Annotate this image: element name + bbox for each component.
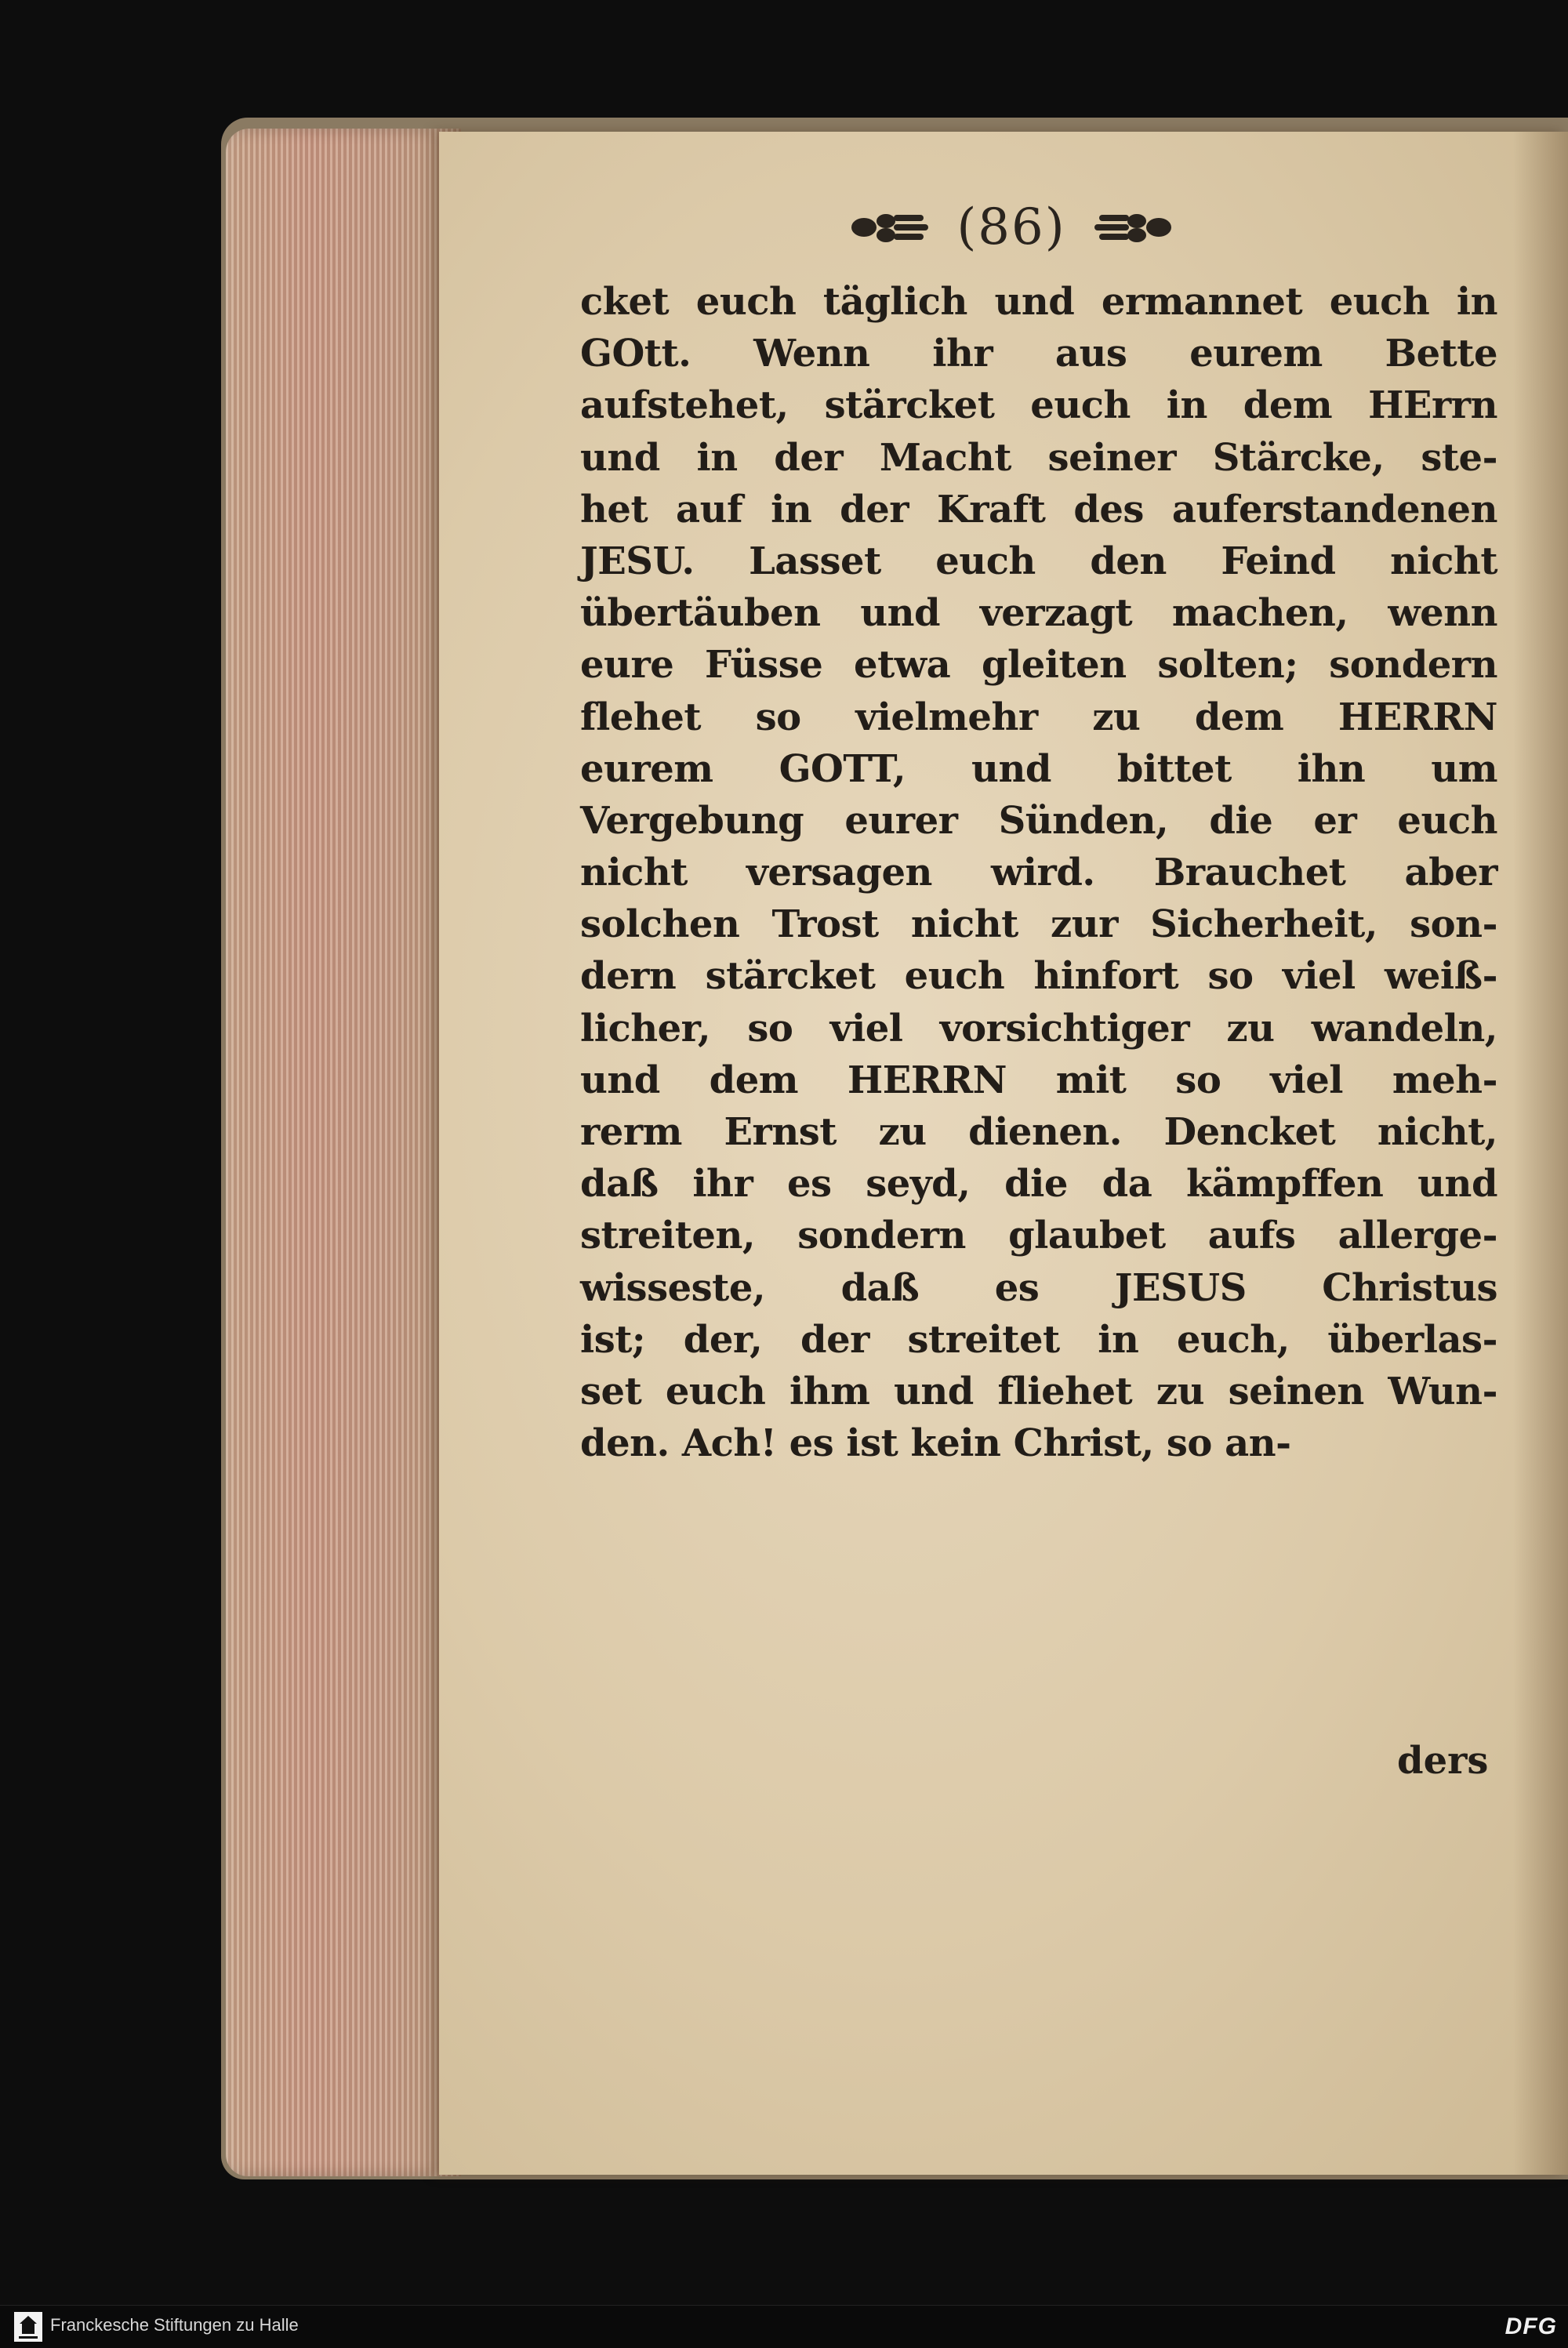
text-line: GOtt. Wenn ihr aus eurem Bette [580,332,1497,376]
text-line: Vergebung eurer Sünden, die er euch [580,798,1497,843]
page-header [792,192,1231,263]
text-line: set euch ihm und fliehet zu seinen Wun- [580,1369,1497,1414]
text-line: aufstehet, stärcket euch in dem HErrn [580,383,1497,428]
text-line: übertäuben und verzagt machen, wenn [580,591,1497,636]
text-line: streiten, sondern glaubet aufs allerge- [580,1214,1497,1258]
text-line: licher, so viel vorsichtiger zu wandeln, [580,1006,1497,1051]
page-number: (86) [956,198,1066,256]
text-line: eurem GOTT, und bittet ihn um [580,746,1497,791]
text-line: JESU. Lasset euch den Feind nicht [580,539,1497,583]
text-line: eure Füsse etwa gleiten solten; sondern [580,643,1497,688]
page-body-text [580,276,1497,1469]
text-line: und in der Macht seiner Stärcke, ste- [580,435,1497,480]
dfg-logo: DFG [1504,2314,1557,2339]
text-line: flehet so vielmehr zu dem HERRN [580,695,1497,739]
viewer-footer [0,2305,1568,2348]
text-line: nicht versagen wird. Brauchet aber [580,851,1497,895]
text-line: daß ihr es seyd, die da kämpffen und [580,1162,1497,1207]
text-line: ist; der, der streitet in euch, überlas- [580,1317,1497,1362]
text-line: den. Ach! es ist kein Christ, so an- [580,1421,1291,1466]
ornament-right-icon [1088,204,1174,251]
catchword: ders [1397,1739,1489,1783]
text-line: dern stärcket euch hinfort so viel weiß- [580,954,1497,999]
ornament-left-icon [848,204,935,251]
book-fore-edge [226,129,461,2176]
institution-logo-icon [14,2312,42,2342]
text-line: solchen Trost nicht zur Sicherheit, son- [580,902,1497,947]
text-line: cket euch täglich und ermannet euch in [580,280,1497,324]
text-line: rerm Ernst zu dienen. Dencket nicht, [580,1110,1497,1154]
text-line: und dem HERRN mit so viel meh- [580,1058,1497,1102]
text-line: het auf in der Kraft des auferstandenen [580,487,1497,532]
institution-name: Franckesche Stiftungen zu Halle [50,2315,299,2335]
text-line: wisseste, daß es JESUS Christus [580,1265,1497,1310]
page-gutter-shadow [1513,132,1568,2175]
